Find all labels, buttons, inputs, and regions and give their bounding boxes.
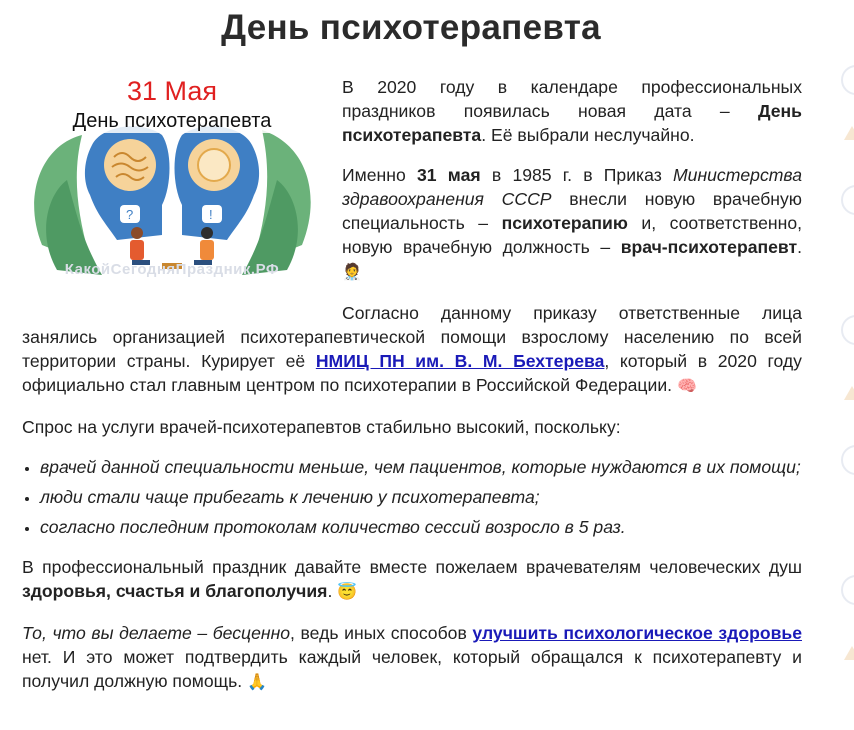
text-span: . — [797, 237, 802, 257]
bold-text: здоровья, счастья и благополучия — [22, 581, 328, 601]
text-span: В профессиональный праздник давайте вместе пожелаем врачевателям человеческих душ — [22, 557, 802, 577]
text-span: Согласно данному приказу ответственные лица занялись организацией психотерапевтической помощи взрослому населению по всей территории страны. Курирует её — [22, 303, 802, 371]
text-span: нет. И это может подтвердить каждый человек, который обращался к психотерапевту и получил должную помощь. — [22, 647, 802, 691]
text-span: , ведь иных способов — [290, 623, 473, 643]
text-span: . — [327, 581, 333, 601]
italic-text: Министерства здравоохранения СССР — [342, 165, 802, 209]
text-span: в 1985 г. в Приказ — [480, 165, 674, 185]
bold-text: День психотерапевта — [342, 101, 802, 145]
italic-text: То, что вы делаете – бесценно — [22, 623, 291, 643]
text-span: В 2020 году в календаре профессиональных праздников появилась новая дата – — [342, 77, 802, 121]
text-span: . Её выбрали неслучайно. — [481, 125, 695, 145]
hero-watermark: КакойСегодняПраздник.РФ — [64, 261, 280, 278]
reasons-list — [22, 455, 802, 539]
praying-hands-emoji-icon: 🙏 — [247, 674, 267, 691]
list-item: • согласно последним протоколам количество сессий возросло в 5 раз. — [40, 515, 802, 539]
bold-text: 31 мая — [416, 165, 481, 185]
closing-paragraph — [22, 621, 802, 695]
bold-text: психотерапию — [501, 213, 628, 233]
text-span: и, соответственно, новую врачебную должность – — [342, 213, 802, 257]
organization-paragraph — [22, 301, 802, 399]
text-span: Именно — [342, 165, 417, 185]
hero-caption: День психотерапевта — [22, 109, 322, 133]
list-item: • люди стали чаще прибегать к лечению у психотерапевта; — [40, 485, 802, 509]
page-title: День психотерапевта — [221, 8, 601, 47]
svg-text:!: ! — [209, 207, 213, 222]
svg-text:?: ? — [126, 207, 134, 222]
background-decoration — [834, 40, 854, 730]
improve-health-link[interactable]: улучшить психологическое здоровье — [472, 623, 802, 643]
angel-emoji-icon: 😇 — [337, 584, 358, 601]
bekhterev-center-link[interactable]: НМИЦ ПН им. В. М. Бехтерева — [315, 351, 605, 371]
text-span: , который в 2020 году официально стал главным центром по психотерапии в Российской Федерации. — [22, 351, 802, 395]
bold-text: врач-психотерапевт — [620, 237, 798, 257]
demand-paragraph: Спрос на услуги врачей-психотерапевтов стабильно высокий, поскольку: — [22, 417, 621, 437]
brain-emoji-icon: 🧠 — [676, 378, 697, 395]
article-body — [22, 75, 802, 711]
text-span: внесли новую врачебную специальность – — [342, 189, 802, 233]
wishes-paragraph — [22, 555, 802, 605]
list-item: • врачей данной специальности меньше, чем пациентов, которые нуждаются в их помощи; — [40, 455, 802, 479]
doctor-emoji-icon: 🧑‍⚕️ — [342, 264, 362, 281]
hero-image — [22, 75, 322, 297]
hero-date: 31 Мая — [127, 76, 217, 106]
